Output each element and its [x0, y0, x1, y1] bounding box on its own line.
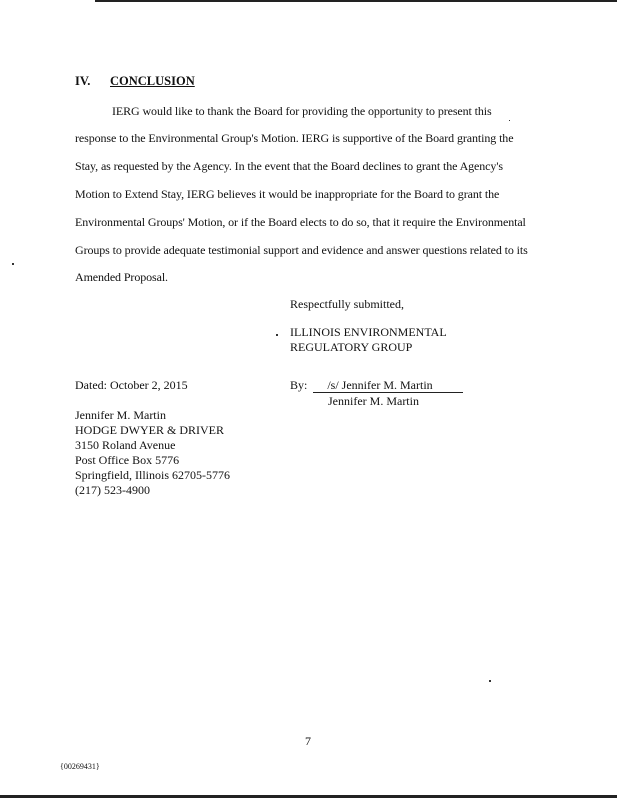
body-line: Amended Proposal. [75, 270, 168, 284]
scan-speck [509, 120, 510, 121]
section-number: IV. [75, 74, 91, 88]
address-line: 3150 Roland Avenue [75, 438, 176, 452]
signer-name: Jennifer M. Martin [328, 394, 419, 408]
address-line: Post Office Box 5776 [75, 453, 180, 467]
section-heading [75, 74, 195, 89]
address-line: Springfield, Illinois 62705-5776 [75, 468, 230, 482]
body-line: Environmental Groups' Motion, or if the Board elects to do so, that it require the Environmental [75, 215, 526, 229]
page-number: 7 [305, 734, 311, 748]
scan-speck [489, 680, 491, 682]
body-line: Stay, as requested by the Agency. In the event that the Board declines to grant the Agency's [75, 159, 503, 173]
body-line: IERG would like to thank the Board for providing the opportunity to present this [112, 104, 492, 118]
by-label: By: [290, 378, 308, 392]
signature-by-row [290, 378, 463, 393]
electronic-signature: /s/ Jennifer M. Martin [313, 379, 463, 393]
organization-name-line1: ILLINOIS ENVIRONMENTAL [290, 325, 447, 339]
address-line: Jennifer M. Martin [75, 408, 166, 422]
document-id: {00269431} [60, 762, 100, 771]
address-line: (217) 523-4900 [75, 483, 150, 497]
bottom-edge-rule [0, 795, 617, 798]
scan-speck [276, 334, 278, 336]
organization-name-line2: REGULATORY GROUP [290, 340, 413, 354]
address-line: HODGE DWYER & DRIVER [75, 423, 224, 437]
body-line: response to the Environmental Group's Motion. IERG is supportive of the Board granting the [75, 131, 514, 145]
scan-speck [12, 263, 14, 265]
closing-salutation: Respectfully submitted, [290, 297, 404, 311]
body-line: Motion to Extend Stay, IERG believes it would be inappropriate for the Board to grant the [75, 187, 500, 201]
body-line: Groups to provide adequate testimonial support and evidence and answer questions related to its [75, 243, 528, 257]
top-edge-rule [95, 0, 617, 2]
dated-line: Dated: October 2, 2015 [75, 378, 188, 392]
section-title: CONCLUSION [110, 74, 195, 88]
